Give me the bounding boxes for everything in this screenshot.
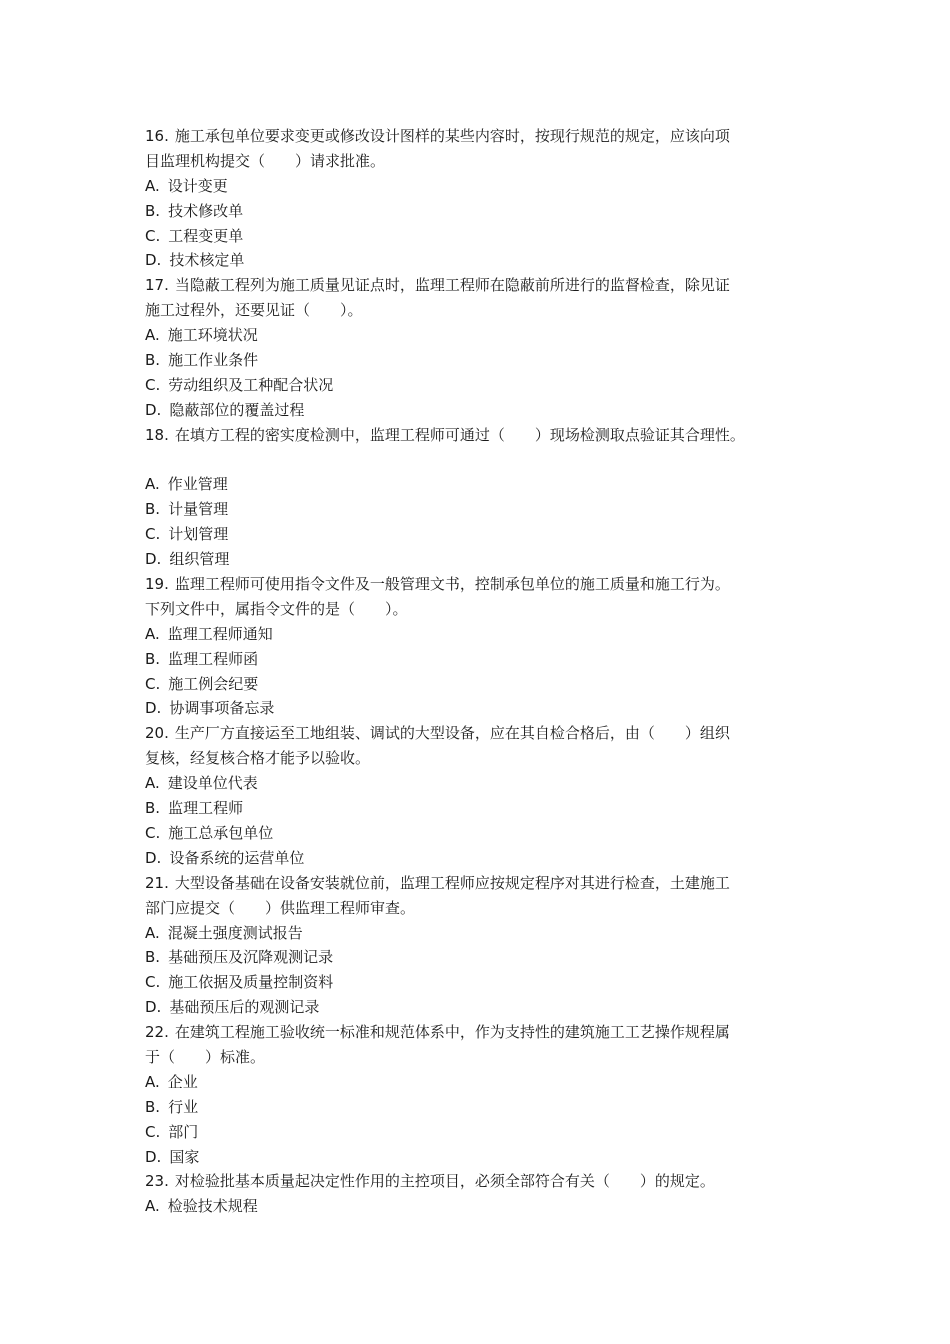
option-letter: B.: [145, 351, 161, 370]
option-c: [145, 672, 825, 697]
option-letter: A.: [145, 923, 160, 942]
option-c: [145, 821, 825, 846]
option-b: [145, 945, 825, 970]
option-a: [145, 1070, 825, 1095]
option-text: 计量管理: [168, 500, 229, 519]
option-d: [145, 995, 825, 1020]
question-21: [145, 871, 825, 1020]
option-letter: B.: [145, 500, 161, 519]
option-text: 施工总承包单位: [168, 823, 274, 842]
option-letter: C.: [145, 226, 161, 245]
question-text-continued: 于（ ）标准。: [145, 1047, 266, 1066]
option-a: [145, 472, 825, 497]
option-b: [145, 199, 825, 224]
option-letter: A.: [145, 326, 160, 345]
option-text: 监理工程师函: [168, 649, 259, 668]
option-text: 施工作业条件: [168, 351, 259, 370]
option-a: [145, 622, 825, 647]
option-text: 设备系统的运营单位: [169, 848, 305, 867]
question-text: 21. 大型设备基础在设备安装就位前，监理工程师应按规定程序对其进行检查，土建施工: [145, 873, 730, 892]
question-number: 20.: [145, 724, 169, 743]
option-d: [145, 248, 825, 273]
option-b: [145, 647, 825, 672]
option-a: [145, 323, 825, 348]
option-text: 施工依据及质量控制资料: [168, 973, 334, 992]
option-c: [145, 970, 825, 995]
question-19: [145, 572, 825, 721]
option-letter: B.: [145, 1097, 161, 1116]
question-number: 19.: [145, 575, 169, 594]
question-16: [145, 124, 825, 273]
option-d: [145, 398, 825, 423]
option-text: 施工例会纪要: [168, 674, 259, 693]
question-text-continued: 目监理机构提交（ ）请求批准。: [145, 151, 386, 170]
option-a: [145, 771, 825, 796]
option-text: 企业: [167, 1072, 198, 1091]
option-c: [145, 522, 825, 547]
question-number: 16.: [145, 127, 169, 145]
question-text: 20. 生产厂方直接运至工地组装、调试的大型设备，应在其自检合格后，由（ ）组织: [145, 724, 730, 743]
option-d: [145, 1145, 825, 1170]
option-text: 设计变更: [167, 176, 228, 195]
question-22: [145, 1020, 825, 1169]
question-17: [145, 273, 825, 422]
option-letter: A.: [145, 1197, 160, 1216]
question-text-continued: 下列文件中，属指令文件的是（ ）。: [145, 599, 408, 618]
question-number: 22.: [145, 1023, 169, 1042]
option-d: [145, 547, 825, 572]
question-text: 23. 对检验批基本质量起决定性作用的主控项目，必须全部符合有关（ ）的规定。: [145, 1172, 715, 1191]
option-letter: C.: [145, 525, 161, 544]
option-text: 计划管理: [168, 525, 229, 544]
option-text: 基础预压后的观测记录: [169, 998, 320, 1017]
option-letter: D.: [145, 400, 162, 419]
question-number: 17.: [145, 276, 169, 295]
option-text: 监理工程师通知: [167, 624, 273, 643]
question-text: 17. 当隐蔽工程列为施工质量见证点时，监理工程师在隐蔽前所进行的监督检查，除见证: [145, 276, 730, 295]
option-b: [145, 1095, 825, 1120]
question-text: 18. 在填方工程的密实度检测中，监理工程师可通过（ ）现场检测取点验证其合理性。: [145, 425, 745, 444]
document-page: [145, 124, 825, 1219]
option-letter: A.: [145, 475, 160, 494]
option-text: 部门: [168, 1122, 199, 1141]
question-18: [145, 423, 825, 572]
option-letter: A.: [145, 176, 160, 195]
option-c: [145, 224, 825, 249]
option-letter: A.: [145, 774, 160, 793]
option-b: [145, 497, 825, 522]
option-letter: A.: [145, 624, 160, 643]
option-c: [145, 1120, 825, 1145]
option-text: 工程变更单: [168, 226, 244, 245]
option-letter: D.: [145, 998, 162, 1017]
option-letter: D.: [145, 1147, 162, 1166]
option-b: [145, 348, 825, 373]
option-text: 施工环境状况: [167, 326, 258, 345]
question-text: 16. 施工承包单位要求变更或修改设计图样的某些内容时，按现行规范的规定，应该向项: [145, 127, 730, 145]
option-letter: C.: [145, 823, 161, 842]
option-d: [145, 846, 825, 871]
question-text-continued: 部门应提交（ ）供监理工程师审查。: [145, 898, 416, 917]
option-a: [145, 174, 825, 199]
option-letter: D.: [145, 699, 162, 718]
option-text: 作业管理: [167, 475, 228, 494]
question-number: 18.: [145, 425, 169, 444]
option-a: [145, 1194, 825, 1219]
question-text: 19. 监理工程师可使用指令文件及一般管理文书，控制承包单位的施工质量和施工行为。: [145, 575, 730, 594]
question-23: [145, 1169, 825, 1219]
option-c: [145, 373, 825, 398]
question-20: [145, 721, 825, 870]
question-number: 23.: [145, 1172, 169, 1191]
question-text-continued: 复核，经复核合格才能予以验收。: [145, 749, 371, 768]
option-letter: B.: [145, 201, 161, 220]
option-letter: C.: [145, 973, 161, 992]
option-text: 检验技术规程: [167, 1197, 258, 1216]
option-letter: B.: [145, 799, 161, 818]
option-text: 隐蔽部位的覆盖过程: [169, 400, 305, 419]
option-letter: B.: [145, 649, 161, 668]
option-text: 行业: [168, 1097, 199, 1116]
option-letter: C.: [145, 1122, 161, 1141]
option-b: [145, 796, 825, 821]
option-letter: C.: [145, 375, 161, 394]
option-text: 技术修改单: [168, 201, 244, 220]
option-text: 国家: [169, 1147, 200, 1166]
option-letter: D.: [145, 848, 162, 867]
option-text: 组织管理: [169, 550, 230, 569]
option-d: [145, 696, 825, 721]
option-letter: D.: [145, 550, 162, 569]
option-letter: B.: [145, 948, 161, 967]
option-text: 协调事项备忘录: [169, 699, 275, 718]
option-letter: A.: [145, 1072, 160, 1091]
option-text: 基础预压及沉降观测记录: [168, 948, 334, 967]
blank-line: [145, 448, 825, 473]
option-letter: C.: [145, 674, 161, 693]
question-text: 22. 在建筑工程施工验收统一标准和规范体系中，作为支持性的建筑施工工艺操作规程属: [145, 1023, 730, 1042]
option-a: [145, 921, 825, 946]
option-text: 技术核定单: [169, 251, 245, 270]
option-text: 监理工程师: [168, 799, 244, 818]
option-letter: D.: [145, 251, 162, 270]
option-text: 混凝土强度测试报告: [167, 923, 303, 942]
question-text-continued: 施工过程外，还要见证（ ）。: [145, 301, 363, 320]
question-number: 21.: [145, 873, 169, 892]
option-text: 建设单位代表: [167, 774, 258, 793]
option-text: 劳动组织及工种配合状况: [168, 375, 334, 394]
